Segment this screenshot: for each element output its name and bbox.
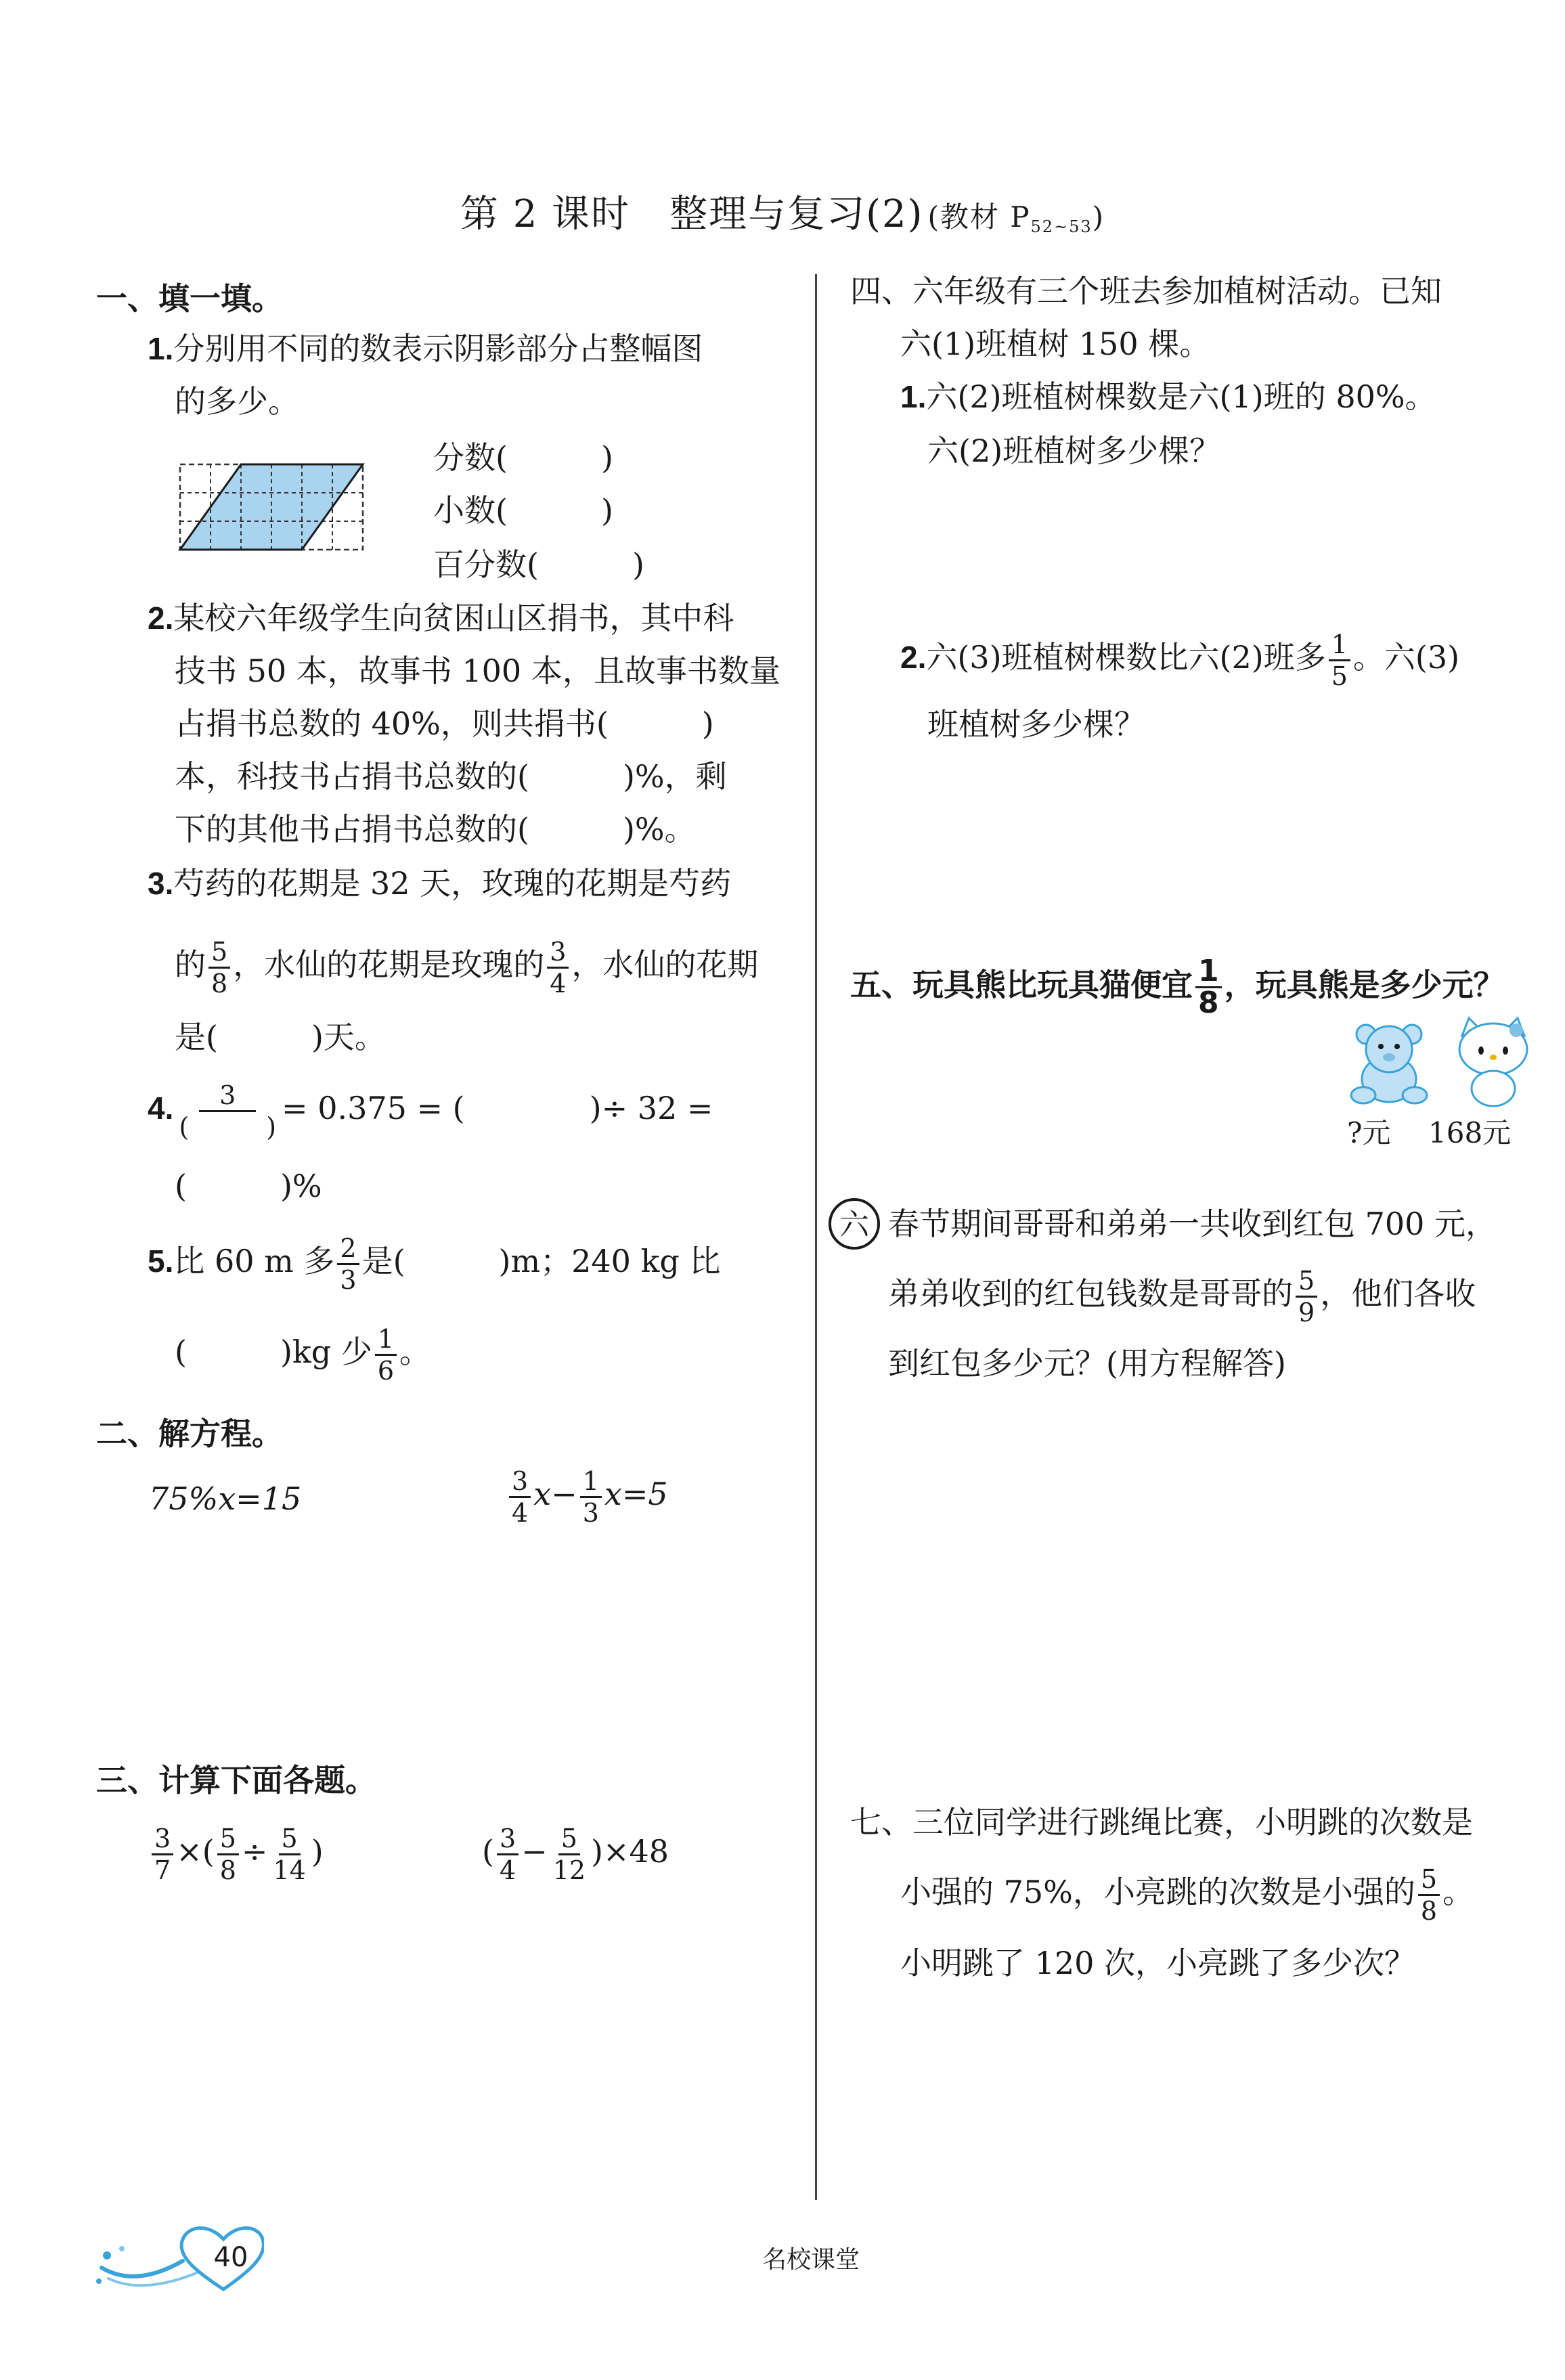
bear-price: ?元 — [1347, 1116, 1391, 1149]
s6-circled-mark: 六 — [829, 1198, 880, 1250]
teddy-bear-icon — [1344, 1019, 1434, 1109]
fraction-3-4: $\frac{3}{4}$ — [497, 1824, 519, 1885]
s4-q2-line1: 2.六(3)班植树棵数比六(2)班多 $\frac{1}{5}$ 。六(3) — [900, 629, 1460, 691]
fraction-1-3: $\frac{1}{3}$ — [580, 1466, 602, 1528]
q5-line2: ( )kg 少 $\frac{1}{6}$ 。 — [175, 1323, 431, 1386]
q4-line2: ( )% — [175, 1168, 322, 1204]
cat-price: 168元 — [1428, 1116, 1512, 1149]
fraction-5-8: $\frac{5}{8}$ — [208, 937, 230, 998]
expression-1: $\frac{3}{7}$ ×( $\frac{5}{8}$ ÷ $\frac{5}{14}$ ) — [149, 1814, 324, 1889]
q1-percent-label: 百分数( ) — [433, 546, 644, 583]
s6-line2: 弟弟收到的红包钱数是哥哥的 $\frac{5}{9}$ ，他们各收 — [888, 1265, 1476, 1327]
fraction-5-8: $\frac{5}{8}$ — [1418, 1864, 1440, 1926]
equation-1: 75%x=15 — [149, 1480, 302, 1517]
shaded-parallelogram — [180, 464, 363, 550]
section-3-heading: 三、计算下面各题。 — [96, 1762, 376, 1799]
page-number: 40 — [213, 2242, 248, 2273]
expression-2: ( $\frac{3}{4}$ − $\frac{5}{12}$ )×48 — [482, 1823, 669, 1885]
page-title — [0, 184, 1565, 238]
q2-line5: 下的其他书占捐书总数的( )%。 — [175, 811, 696, 847]
fraction-3-4: $\frac{3}{4}$ — [509, 1466, 531, 1528]
fraction-1-5: $\frac{1}{5}$ — [1329, 630, 1350, 691]
q3-line2: 的 $\frac{5}{8}$ ，水仙的花期是玫瑰的 $\frac{3}{4}$ ，水仙的花期 — [175, 936, 759, 998]
s5-line: 五、玩具熊比玩具猫便宜 $\frac{1}{8}$ ，玩具熊是多少元？ — [850, 954, 1505, 1020]
title-sub: (教材 P52~53) — [927, 200, 1105, 236]
s7-line1: 七、三位同学进行跳绳比赛，小明跳的次数是 — [850, 1804, 1473, 1841]
fraction-3-4: $\frac{3}{4}$ — [547, 937, 569, 998]
q1-line2: 的多少。 — [175, 383, 299, 420]
fraction-5-14: $\frac{5}{14}$ — [273, 1823, 306, 1885]
equation-2: $\frac{3}{4}$ x− $\frac{1}{3}$ x=5 — [506, 1457, 668, 1531]
q3-line1: 3.芍药的花期是 32 天，玫瑰的花期是芍药 — [148, 865, 732, 902]
fraction-1-6: $\frac{1}{6}$ — [375, 1324, 397, 1386]
title-main: 第 2 课时 整理与复习(2) — [460, 192, 924, 236]
q4-line1: 4. $\frac{3}{( )}$ = 0.375 = ( )÷ 32 = — [148, 1080, 713, 1142]
q1-line1: 1.分别用不同的数表示阴影部分占整幅图 — [148, 330, 703, 367]
fraction-5-12: $\frac{5}{12}$ — [552, 1823, 586, 1885]
parallelogram-grid-figure — [173, 458, 370, 556]
fraction-3-blank: $\frac{3}{( )}$ — [179, 1080, 277, 1142]
s6-line1: 春节期间哥哥和弟弟一共收到红包 700 元， — [888, 1206, 1497, 1242]
fraction-1-8: $\frac{1}{8}$ — [1195, 956, 1222, 1018]
q5-line1: 5.比 60 m 多 $\frac{2}{3}$ 是( )m；240 kg 比 — [148, 1233, 721, 1295]
s4-line2: 六(1)班植树 150 棵。 — [900, 326, 1211, 362]
s7-line2: 小强的 75%，小亮跳的次数是小强的 $\frac{5}{8}$ 。 — [900, 1864, 1474, 1926]
q1-decimal-label: 小数( ) — [433, 492, 613, 529]
fraction-3-7: $\frac{3}{7}$ — [152, 1824, 173, 1885]
column-divider — [815, 274, 817, 2200]
q2-line1: 2.某校六年级学生向贫困山区捐书，其中科 — [148, 600, 734, 636]
q1-fraction-label: 分数( ) — [433, 439, 613, 476]
fraction-5-8: $\frac{5}{8}$ — [217, 1824, 239, 1885]
publisher-name: 名校课堂 — [762, 2246, 860, 2274]
q3-line3: 是( )天。 — [175, 1019, 386, 1055]
fraction-5-9: $\frac{5}{9}$ — [1296, 1266, 1317, 1327]
hello-kitty-icon — [1449, 1015, 1538, 1109]
q2-line4: 本，科技书占捐书总数的( )%，剩 — [175, 758, 727, 795]
s7-line3: 小明跳了 120 次，小亮跳了多少次？ — [900, 1945, 1416, 1981]
s4-q2-line2: 班植树多少棵？ — [927, 706, 1145, 743]
section-1-heading: 一、填一填。 — [96, 280, 283, 317]
fraction-2-3: $\frac{2}{3}$ — [337, 1233, 359, 1295]
q2-line3: 占捐书总数的 40%，则共捐书( ) — [175, 705, 714, 742]
s4-q1-line1: 1.六(2)班植树棵数是六(1)班的 80%。 — [900, 378, 1436, 415]
s6-line3: 到红包多少元？(用方程解答) — [888, 1345, 1286, 1382]
section-2-heading: 二、解方程。 — [96, 1415, 283, 1452]
q2-line2: 技书 50 本，故事书 100 本，且故事书数量 — [175, 653, 780, 689]
s4-line1: 四、六年级有三个班去参加植树活动。已知 — [850, 273, 1442, 309]
s4-q1-line2: 六(2)班植树多少棵？ — [927, 433, 1221, 469]
